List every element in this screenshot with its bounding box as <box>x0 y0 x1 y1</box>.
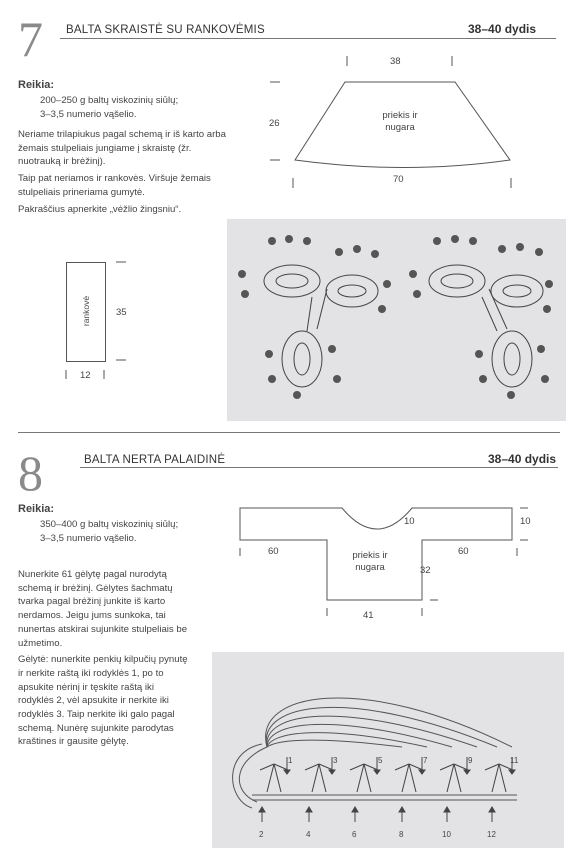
arrow-label: 1 <box>288 756 293 765</box>
arrow-label: 7 <box>423 756 428 765</box>
arrow-label: 6 <box>352 830 357 839</box>
needs-label: Reikia: <box>18 503 55 515</box>
sleeve-label: rankovė <box>81 295 91 327</box>
instructions <box>18 568 190 752</box>
flower-chart <box>212 652 564 848</box>
sleeve-height: 35 <box>116 307 127 318</box>
arrow-label: 9 <box>468 756 473 765</box>
dim-height: 32 <box>420 565 431 576</box>
dim-left: 26 <box>269 118 280 129</box>
crochet-chart-panel <box>212 652 564 848</box>
crochet-chart-panel <box>227 219 566 421</box>
body-label <box>375 110 425 134</box>
dim-top: 38 <box>390 56 401 67</box>
body-label-line: priekis ir <box>382 110 418 121</box>
size-label: 38–40 dydis <box>468 22 537 36</box>
pattern-number: 7 <box>18 11 43 67</box>
pattern-title: BALTA SKRAISTĖ SU RANKOVĖMIS <box>66 24 265 36</box>
dim-shoulder: 10 <box>520 516 531 527</box>
sleeve-width: 12 <box>80 370 91 381</box>
needs-item: 3–3,5 numerio vąšelio. <box>40 108 137 120</box>
dim-bottom: 41 <box>363 610 374 621</box>
needs-list <box>40 94 225 121</box>
paragraph: Nunerkite 61 gėlytę pagal nurodytą schemą ir brėžinį. Gėlytes šachmatų tvarka pagal brėžinį junkite iš karto nerdamos. Jeigu jums sunkoka, tai nunertas atskirai sujunkite stulpeliais be užmetimo. <box>18 569 188 649</box>
needs-item: 350–400 g baltų viskozinių siūlų; <box>40 519 179 530</box>
sleeve-ticks <box>60 258 140 383</box>
body-label-line: nugara <box>385 122 415 133</box>
header-rule <box>80 467 558 468</box>
arrow-label: 10 <box>442 830 451 839</box>
needs-item: 200–250 g baltų viskozinių siūlų; <box>40 95 179 106</box>
paragraph: Neriame trilapiukus pagal schemą ir iš karto arba žemais stulpeliais jungiame į skraistę (žr. nuotrauką ir brėžinį). <box>18 129 226 168</box>
arrow-label: 11 <box>510 756 519 765</box>
blouse-label-line: priekis ir <box>352 550 388 561</box>
blouse-label-line: nugara <box>355 562 385 573</box>
arrow-label: 8 <box>399 830 404 839</box>
pattern-number: 8 <box>18 445 43 501</box>
header-rule <box>60 38 556 39</box>
paragraph: Gėlytė: nunerkite penkių kilpučių pynutę ir nerkite raštą iki rodyklės 1, po to apsukite nėrinį ir tęskite raštą iki rodyklės 2, vėl apsukite ir nerkite iki rodyklės 3. Taip nerkite iki galo pagal schemą. Nunėrę sujunkite parodytas kraštines ir gausite gėlytę. <box>18 654 188 748</box>
blouse-label <box>343 550 397 574</box>
pattern-title: BALTA NERTA PALAIDINĖ <box>84 454 226 466</box>
size-label: 38–40 dydis <box>488 452 557 466</box>
arrow-label: 3 <box>333 756 338 765</box>
dim-left-width: 60 <box>268 546 279 557</box>
section-divider <box>18 432 560 433</box>
dim-neck: 10 <box>404 516 415 527</box>
dim-right-width: 60 <box>458 546 469 557</box>
paragraph: Pakraščius apnerkite „vėžlio žingsniu“. <box>18 203 182 215</box>
needs-item: 3–3,5 numerio vąšelio. <box>40 532 137 544</box>
needs-label: Reikia: <box>18 79 55 91</box>
arrow-label: 2 <box>259 830 264 839</box>
instructions <box>18 128 226 219</box>
needs-list <box>40 518 190 545</box>
crochet-motif-chart <box>227 219 566 421</box>
arrow-label: 5 <box>378 756 383 765</box>
paragraph: Taip pat neriamos ir rankovės. Viršuje žemais stulpeliais prineriama gumytė. <box>18 173 211 198</box>
arrow-label: 4 <box>306 830 311 839</box>
dim-bottom: 70 <box>393 174 404 185</box>
arrow-label: 12 <box>487 830 496 839</box>
